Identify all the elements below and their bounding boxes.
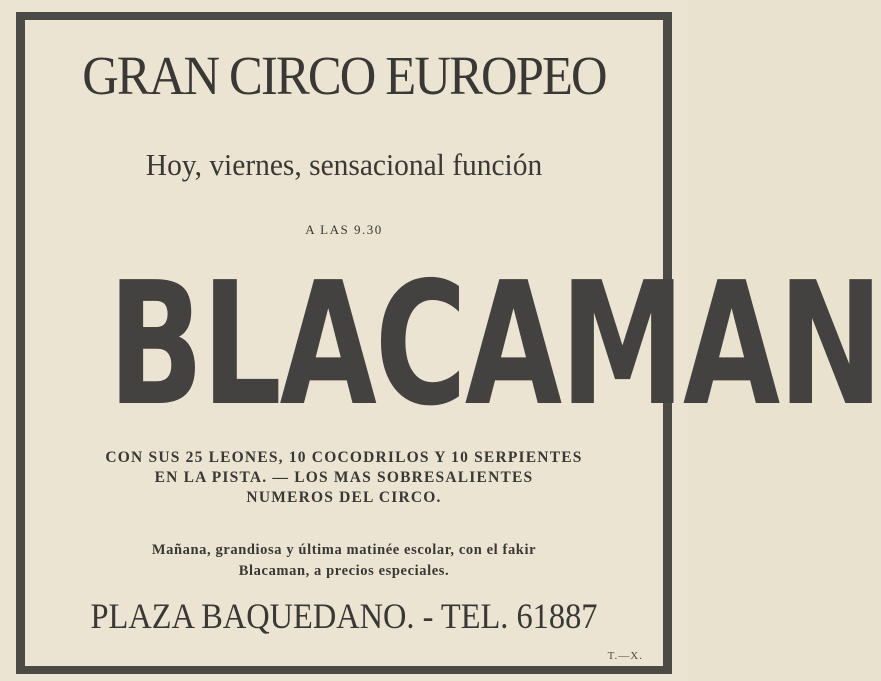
ad-content [25, 20, 881, 666]
matinee-note [45, 540, 643, 582]
matinee-note-line: Mañana, grandiosa y última matinée escolar, con el fakir [151, 542, 537, 558]
show-details [45, 448, 643, 508]
show-details-line: EN LA PISTA. — LOS MAS SOBRESALIENTES [154, 469, 534, 486]
ad-subtitle: Hoy, viernes, sensacional función [145, 147, 543, 182]
show-details-line: CON SUS 25 LEONES, 10 COCODRILOS Y 10 SERPIENTES [105, 449, 583, 466]
ad-title: GRAN CIRCO EUROPEO [82, 45, 606, 106]
show-details-line: NUMEROS DEL CIRCO. [246, 489, 442, 506]
headline-performer: BLACAMAN [107, 246, 881, 444]
printer-signature: T.—X. [607, 650, 643, 662]
ad-border-frame [16, 12, 881, 674]
show-time: A LAS 9.30 [305, 222, 383, 237]
venue-address: PLAZA BAQUEDANO. - TEL. 61887 [90, 596, 598, 636]
matinee-note-line: Blacaman, a precios especiales. [238, 563, 450, 579]
